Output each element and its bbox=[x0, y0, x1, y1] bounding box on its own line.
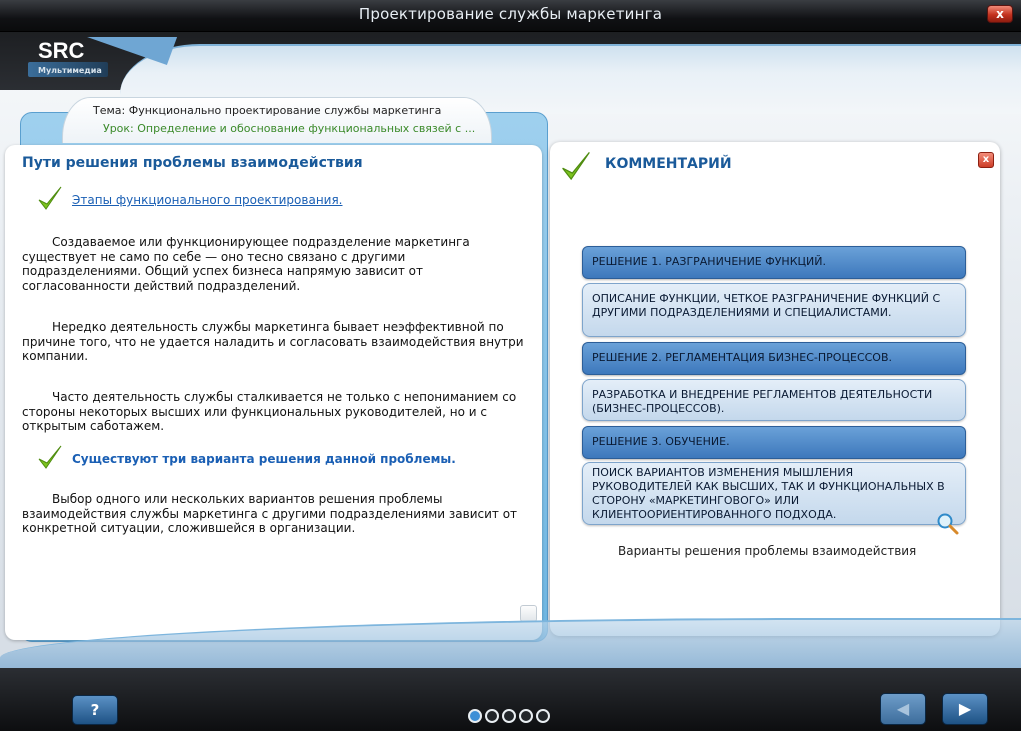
checkmark-icon bbox=[37, 444, 63, 472]
paragraph-3: Часто деятельность службы сталкивается не только с непониманием со стороны некоторых высших или функциональных руководителей, но и с открытым саботажем. bbox=[22, 390, 517, 433]
previous-button[interactable]: ◀ bbox=[880, 693, 926, 725]
help-button[interactable]: ? bbox=[72, 695, 118, 725]
topic-lesson: Урок: Определение и обоснование функциональных связей с ... bbox=[103, 122, 476, 135]
topic-tab bbox=[62, 97, 492, 143]
panel-title: Пути решения проблемы взаимодействия bbox=[22, 155, 363, 171]
page-dot[interactable] bbox=[468, 709, 482, 723]
logo-wing-icon bbox=[77, 37, 177, 65]
window-close-button[interactable]: x bbox=[987, 5, 1013, 23]
comment-close-button[interactable]: x bbox=[978, 152, 994, 168]
solution-2-description: РАЗРАБОТКА И ВНЕДРЕНИЕ РЕГЛАМЕНТОВ ДЕЯТЕЛЬНОСТИ (БИЗНЕС-ПРОЦЕССОВ). bbox=[582, 379, 966, 421]
logo-brand: SRC bbox=[38, 38, 85, 63]
comment-panel bbox=[550, 142, 1000, 636]
main-stage bbox=[0, 32, 1021, 668]
scroll-handle[interactable] bbox=[520, 605, 537, 622]
page-dot[interactable] bbox=[519, 709, 533, 723]
topic-theme: Тема: Функционально проектирование службы маркетинга bbox=[93, 104, 442, 117]
next-button[interactable]: ▶ bbox=[942, 693, 988, 725]
paragraph-4: Выбор одного или нескольких вариантов решения проблемы взаимодействия службы маркетинга с другими подразделениями зависит от конкретной ситуации, сложившейся в организации. bbox=[22, 492, 518, 535]
page-indicator bbox=[468, 709, 550, 723]
logo bbox=[0, 32, 178, 84]
solution-1-button[interactable]: РЕШЕНИЕ 1. РАЗГРАНИЧЕНИЕ ФУНКЦИЙ. bbox=[582, 246, 966, 279]
content-panel bbox=[5, 145, 542, 640]
paragraph-2: Нередко деятельность службы маркетинга бывает неэффективной по причине того, что не удается наладить и согласовать взаимодействия внутри компании. bbox=[22, 320, 524, 363]
checkmark-icon bbox=[560, 150, 592, 184]
solution-3-description: ПОИСК ВАРИАНТОВ ИЗМЕНЕНИЯ МЫШЛЕНИЯ РУКОВОДИТЕЛЕЙ КАК ВЫСШИХ, ТАК И ФУНКЦИОНАЛЬНЫХ В СТОРОНУ «МАРКЕТИНГОВОГО» ИЛИ КЛИЕНТООРИЕНТИРОВАННОГО ПОДХОДА. bbox=[582, 462, 966, 525]
page-dot[interactable] bbox=[485, 709, 499, 723]
page-dot[interactable] bbox=[502, 709, 516, 723]
paragraph-1: Создаваемое или функционирующее подразделение маркетинга существует не само по себе — оно тесно связано с другими подразделениями. Общий успех бизнеса напрямую зависит от согласованности действий подразделений. bbox=[22, 235, 470, 293]
logo-subtitle: Мультимедиа bbox=[38, 66, 102, 75]
checkmark-icon bbox=[37, 185, 63, 213]
diagram-caption: Варианты решения проблемы взаимодействия bbox=[618, 544, 917, 558]
page-dot[interactable] bbox=[536, 709, 550, 723]
solution-2-button[interactable]: РЕШЕНИЕ 2. РЕГЛАМЕНТАЦИЯ БИЗНЕС-ПРОЦЕССОВ. bbox=[582, 342, 966, 375]
solution-1-description: ОПИСАНИЕ ФУНКЦИИ, ЧЕТКОЕ РАЗГРАНИЧЕНИЕ ФУНКЦИЙ С ДРУГИМИ ПОДРАЗДЕЛЕНИЯМИ И СПЕЦИАЛИСТАМИ. bbox=[582, 283, 966, 337]
stages-link[interactable]: Этапы функционального проектирования. bbox=[72, 193, 343, 207]
magnifier-icon[interactable] bbox=[936, 512, 960, 536]
comment-title: КОММЕНТАРИЙ bbox=[605, 156, 732, 172]
solution-3-button[interactable]: РЕШЕНИЕ 3. ОБУЧЕНИЕ. bbox=[582, 426, 966, 459]
solutions-subheading: Существуют три варианта решения данной проблемы. bbox=[72, 452, 456, 466]
title-bar bbox=[0, 0, 1021, 32]
window-title: Проектирование службы маркетинга bbox=[358, 5, 663, 23]
